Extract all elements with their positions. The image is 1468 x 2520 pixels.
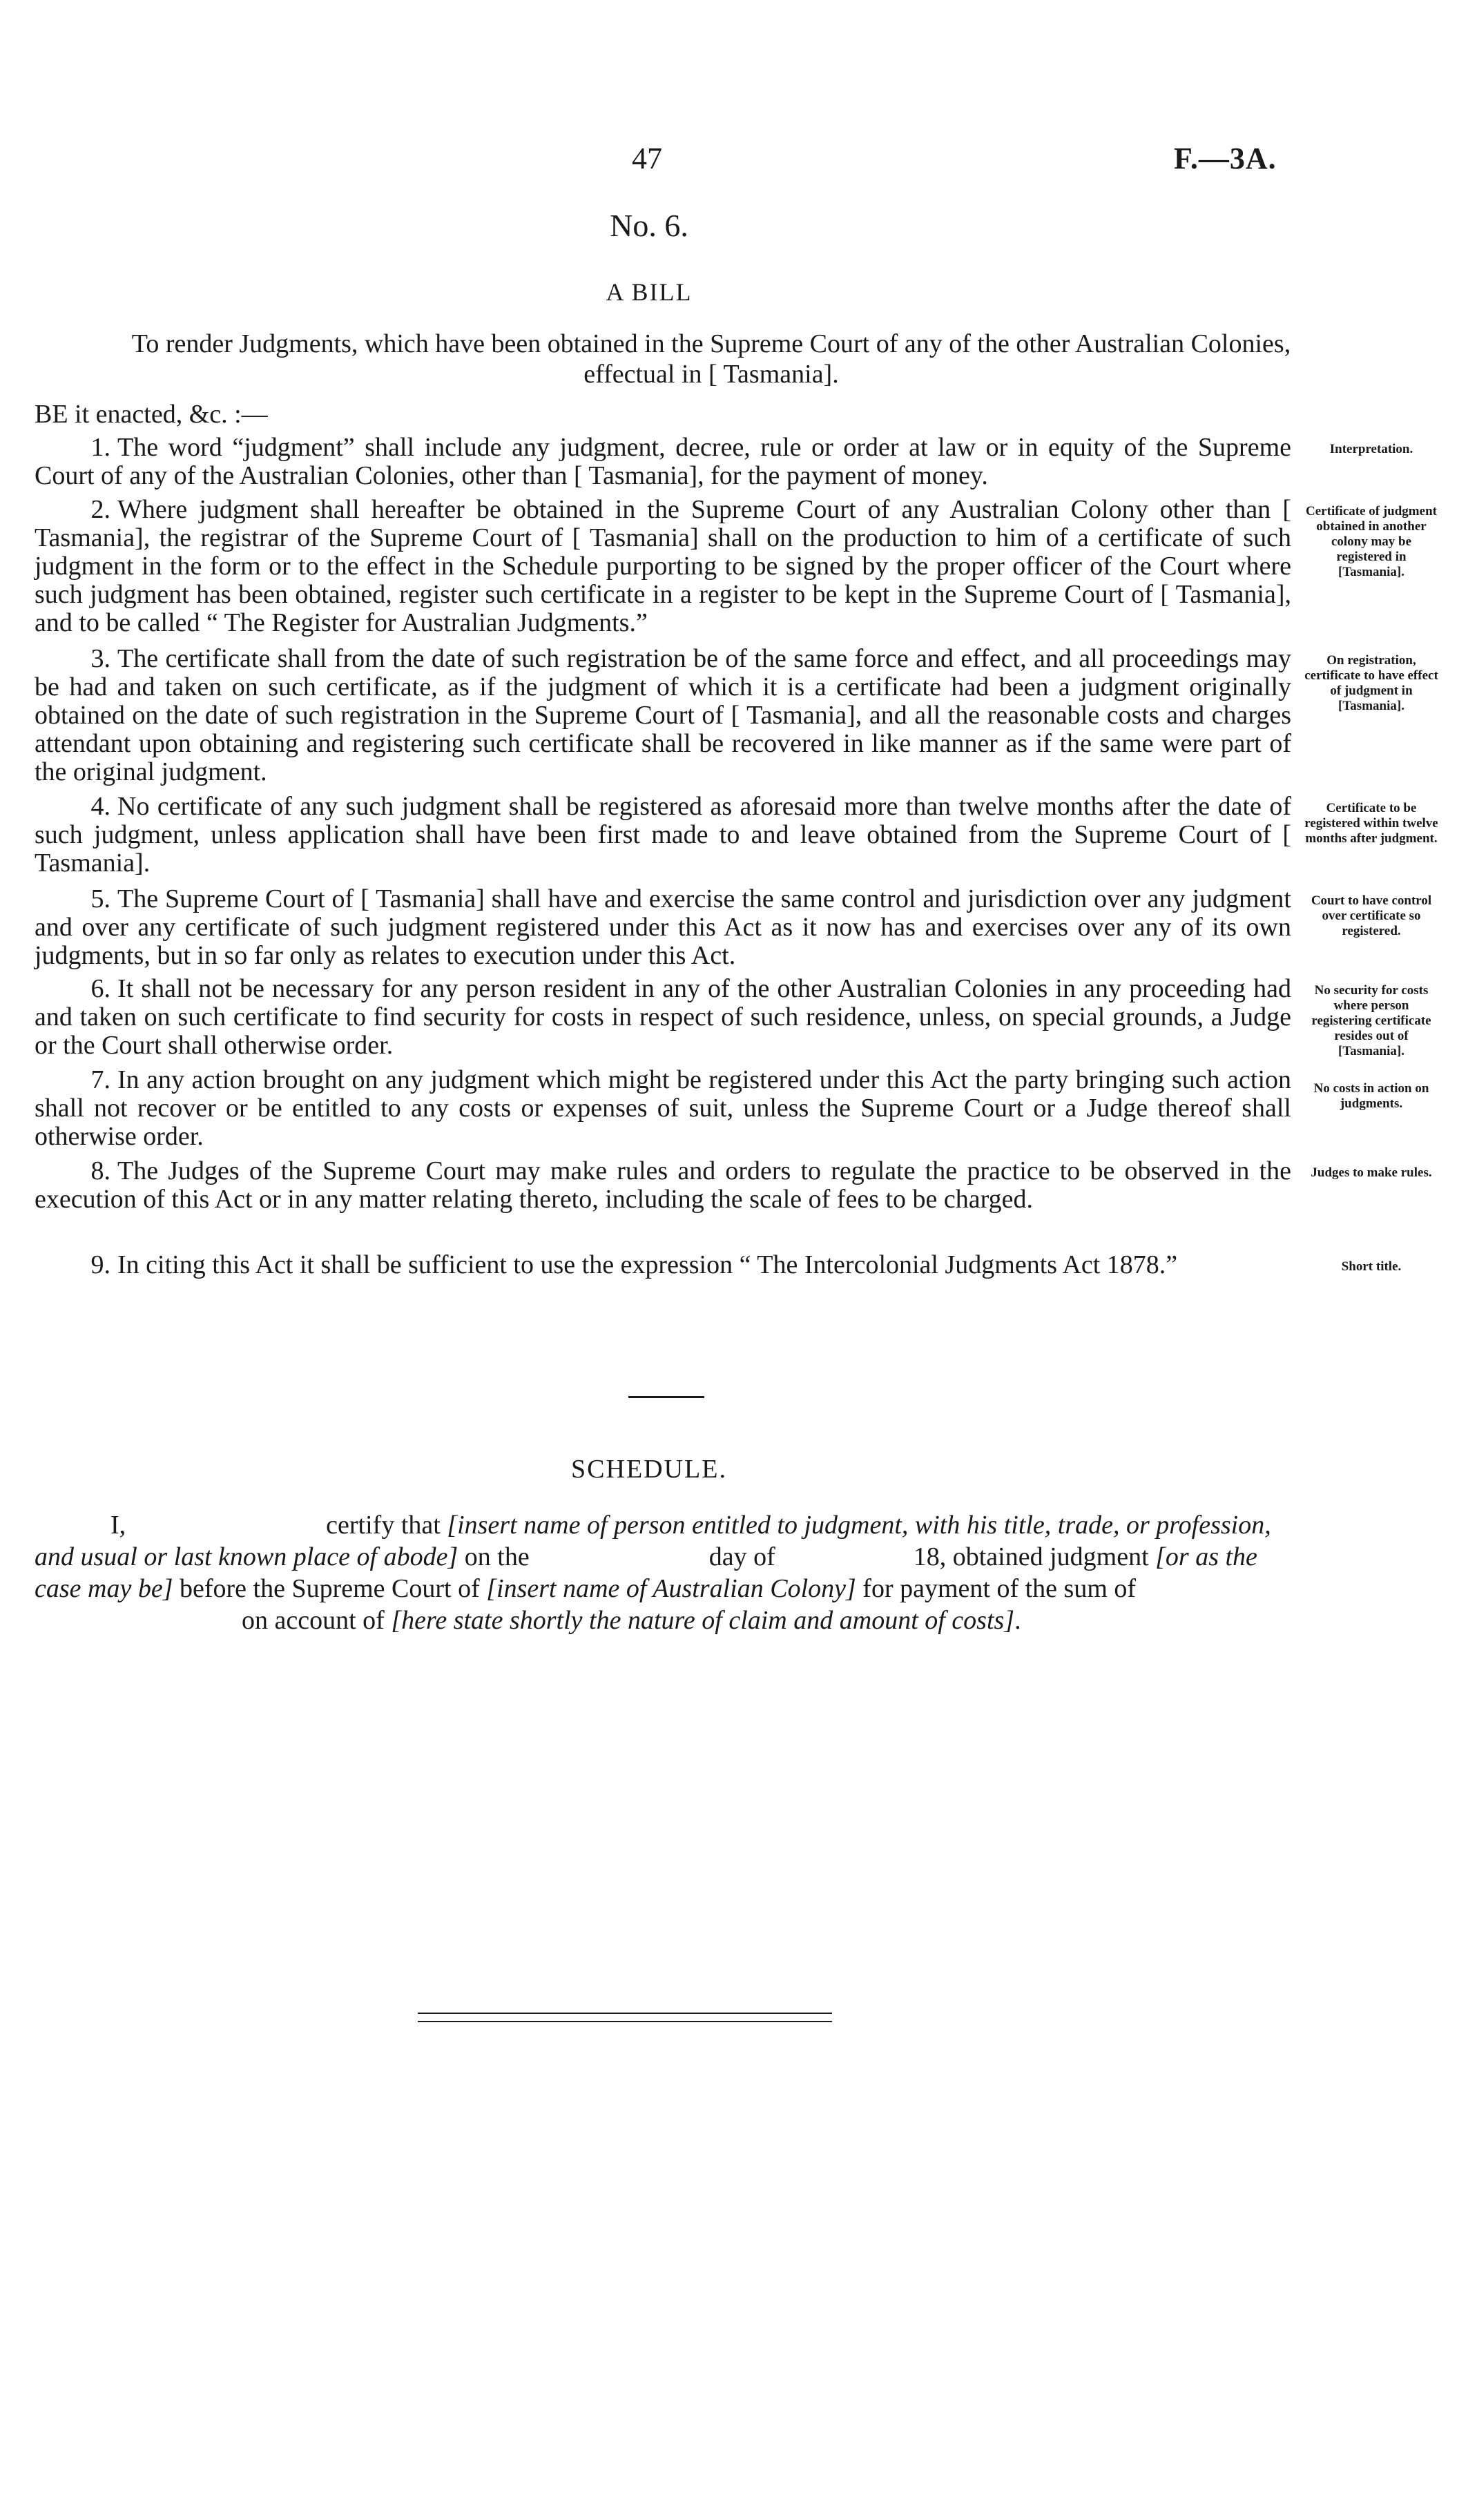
clause-number: 3. <box>90 644 110 673</box>
clause-number: 5. <box>90 884 110 913</box>
clause-8 <box>35 1157 1291 1214</box>
schedule-text: . <box>1014 1606 1021 1635</box>
clause-2 <box>35 496 1291 637</box>
schedule-text: day of <box>708 1542 775 1571</box>
clause-text: In citing this Act it shall be sufficient to use the expression “ The Intercolonial Judgments Act 1878.” <box>117 1250 1178 1279</box>
clause-number: 6. <box>90 974 110 1003</box>
margin-note-9: Short title. <box>1341 1259 1402 1274</box>
schedule-text: on account of <box>242 1606 385 1635</box>
end-rule <box>418 2013 832 2022</box>
clause-text: The word “judgment” shall include any judgment, decree, rule or order at law or in equity of the Supreme Court of any of the Australian Colonies, other than [ Tasmania], for the payment of money. <box>35 433 1291 490</box>
margin-note-6: No security for costs where person registering certificate resides out of [Tasmania]. <box>1311 983 1431 1058</box>
clause-text: No certificate of any such judgment shall be registered as aforesaid more than twelve months after the date of such judgment, unless application shall have been first made to and leave obtained from the Supreme Court of [ Tasmania]. <box>35 792 1291 878</box>
schedule-text: I, <box>110 1511 126 1540</box>
clause-number: 8. <box>90 1156 110 1185</box>
schedule-text: on the <box>464 1542 530 1571</box>
clause-number: 7. <box>90 1065 110 1094</box>
schedule-text: , obtained judgment <box>939 1542 1149 1571</box>
margin-note-4: Certificate to be registered within twelve months after judgment. <box>1304 801 1438 846</box>
clause-4 <box>35 793 1291 878</box>
clause-5 <box>35 885 1291 970</box>
schedule-text: certify that <box>326 1511 441 1540</box>
margin-note-8: Judges to make rules. <box>1311 1165 1432 1180</box>
schedule-placeholder: [insert name of Australian Colony] <box>486 1574 856 1603</box>
clause-9 <box>35 1251 1291 1279</box>
schedule-placeholder: [here state shortly the nature of claim and amount of costs] <box>391 1606 1015 1635</box>
schedule-text: 18 <box>913 1542 940 1571</box>
clause-number: 9. <box>90 1250 110 1279</box>
margin-note-7: No costs in action on judgments. <box>1313 1081 1429 1111</box>
clause-text: The Supreme Court of [ Tasmania] shall have and exercise the same control and jurisdiction over any judgment and over any certificate of such judgment registered under this Act as it now has and exercises over any of its own judgments, but in so far only as relates to execution under this Act. <box>35 884 1291 970</box>
clause-1 <box>35 434 1291 490</box>
clause-7 <box>35 1066 1291 1151</box>
clause-number: 4. <box>90 792 110 821</box>
schedule-text: for payment of the sum of <box>862 1574 1137 1603</box>
bill-number: No. 6. <box>610 208 688 243</box>
bill-heading: A BILL <box>606 278 693 306</box>
schedule-placeholder: [or as the case may be] <box>35 1542 1257 1603</box>
clause-number: 2. <box>90 495 110 524</box>
margin-note-1: Interpretation. <box>1329 442 1413 456</box>
clause-text: Where judgment shall hereafter be obtained in the Supreme Court of any Australian Colony other than [ Tasmania], the registrar of the Supreme Court of [ Tasmania] shall on the production to him of a certificate of such judgment in the form or to the effect in the Schedule purporting to be signed by the proper officer of the Court where such judgment has been obtained, register such certificate in a register to be kept in the Supreme Court of [ Tasmania], and to be called “ The Register for Australian Judgments.” <box>35 495 1291 637</box>
page-number: 47 <box>632 142 662 175</box>
margin-note-3: On registration, certificate to have effect of judgment in [Tasmania]. <box>1304 653 1438 713</box>
clause-number: 1. <box>90 433 110 462</box>
section-divider <box>628 1396 704 1398</box>
clause-text: It shall not be necessary for any person resident in any of the other Australian Colonies in any proceeding had and taken on such certificate to find security for costs in respect of such residence, unless, on special grounds, a Judge or the Court shall otherwise order. <box>35 974 1291 1060</box>
enacting-words: BE it enacted, &c. :— <box>35 400 268 429</box>
schedule-heading: SCHEDULE. <box>571 1455 727 1484</box>
clause-6 <box>35 975 1291 1060</box>
margin-note-5: Court to have control over certificate so registered. <box>1311 893 1432 938</box>
clause-3 <box>35 645 1291 786</box>
clause-text: The certificate shall from the date of such registration be of the same force and effect, and all proceedings may be had and taken on such certificate, as if the judgment of which it is a certificate had been a judgment originally obtained on the date of such registration in the Supreme Court of [ Tasmania], and all the reasonable costs and charges attendant upon obtaining and registering such certificate shall be recovered in like manner as if the same were part of the original judgment. <box>35 644 1291 786</box>
bill-title: To render Judgments, which have been obtained in the Supreme Court of any of the other Australian Colonies, effectual in [ Tasmania]. <box>131 329 1291 389</box>
schedule-text: before the Supreme Court of <box>179 1574 480 1603</box>
schedule-form <box>35 1509 1291 1636</box>
clause-text: The Judges of the Supreme Court may make rules and orders to regulate the practice to be observed in the execution of this Act or in any matter relating thereto, including the scale of fees to be charged. <box>35 1156 1291 1214</box>
schedule-placeholder: [insert name of person entitled to judgment, with his title, trade, or profession, and usual or last known place of abode] <box>35 1511 1271 1571</box>
margin-note-2: Certificate of judgment obtained in another colony may be registered in [Tasmania]. <box>1306 504 1437 579</box>
document-code: F.—3A. <box>1174 142 1277 175</box>
clause-text: In any action brought on any judgment which might be registered under this Act the party bringing such action shall not recover or be entitled to any costs or expenses of suit, unless the Supreme Court or a Judge thereof shall otherwise order. <box>35 1065 1291 1151</box>
